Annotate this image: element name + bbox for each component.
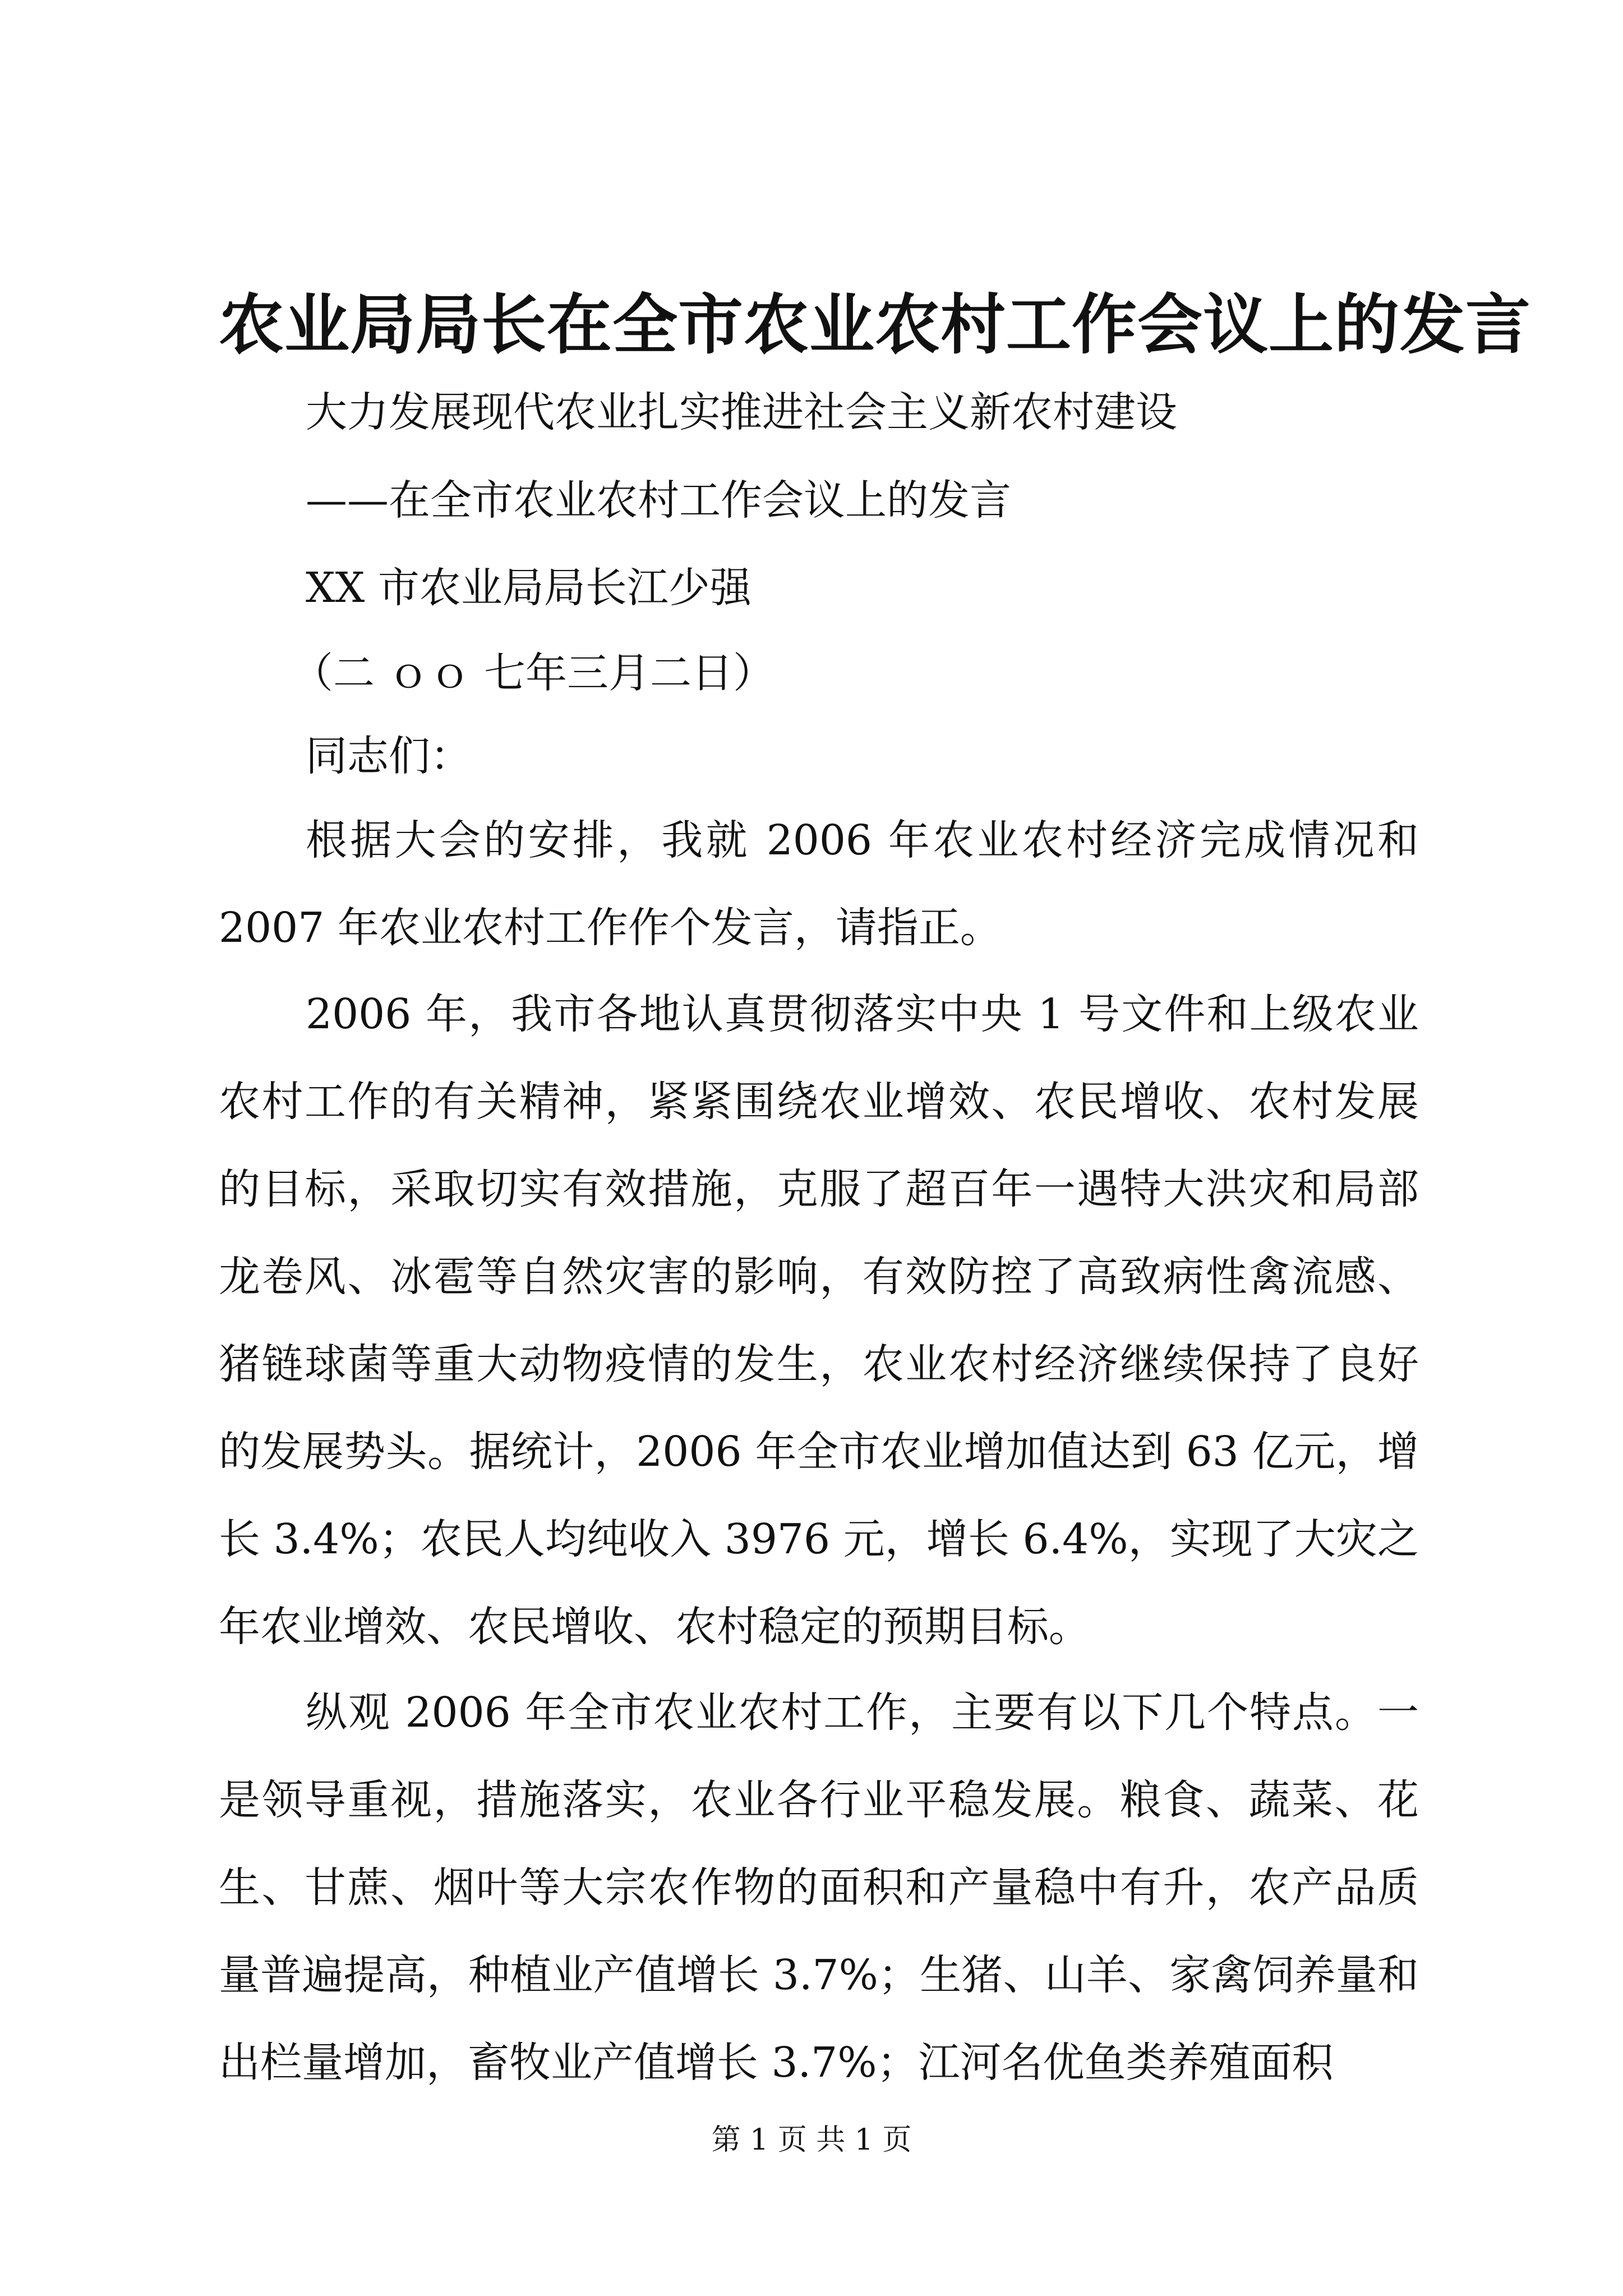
page-footer: 第 1 页 共 1 页	[711, 2123, 912, 2157]
document-subtitle: 大力发展现代农业扎实推进社会主义新农村建设	[306, 388, 1177, 436]
salutation: 同志们：	[306, 732, 472, 780]
document-sub-subtitle: ——在全市农业农村工作会议上的发言	[306, 476, 1011, 524]
document-title: 农业局局长在全市农业农村工作会议上的发言	[219, 287, 1531, 363]
paragraph-2: 2006 年，我市各地认真贯彻落实中央 1 号文件和上级农业农村工作的有关精神，紧紧围绕农业增效、农民增收、农村发展的目标，采取切实有效措施，克服了超百年一遇特大洪灾和局部龙卷风、冰雹等自然灾害的影响，有效防控了高致病性禽流感、猪链球菌等重大动物疫情的发生，农业农村经济继续保持了良好的发展势头。据统计，2006 年全市农业增加值达到 63 亿元，增长 3.4%；农民人均纯收入 3976 元，增长 6.4%，实现了大灾之年农业增效、农民增收、农村稳定的预期目标。	[219, 990, 1419, 1651]
paragraph-3: 纵观 2006 年全市农业农村工作，主要有以下几个特点。一是领导重视，措施落实，农业各行业平稳发展。粮食、蔬菜、花生、甘蔗、烟叶等大宗农作物的面积和产量稳中有升，农产品质量普遍提高，种植业产值增长 3.7%；生猪、山羊、家禽饲养量和出栏量增加，畜牧业产值增长 3.7%；江河名优鱼类养殖面积	[219, 1688, 1419, 2087]
date-line: （二 ｏｏ 七年三月二日）	[292, 649, 775, 697]
paragraph-1: 根据大会的安排，我就 2006 年农业农村经济完成情况和 2007 年农业农村工作作个发言，请指正。	[219, 816, 1419, 952]
author-line: XX 市农业局局长江少强	[306, 564, 751, 612]
